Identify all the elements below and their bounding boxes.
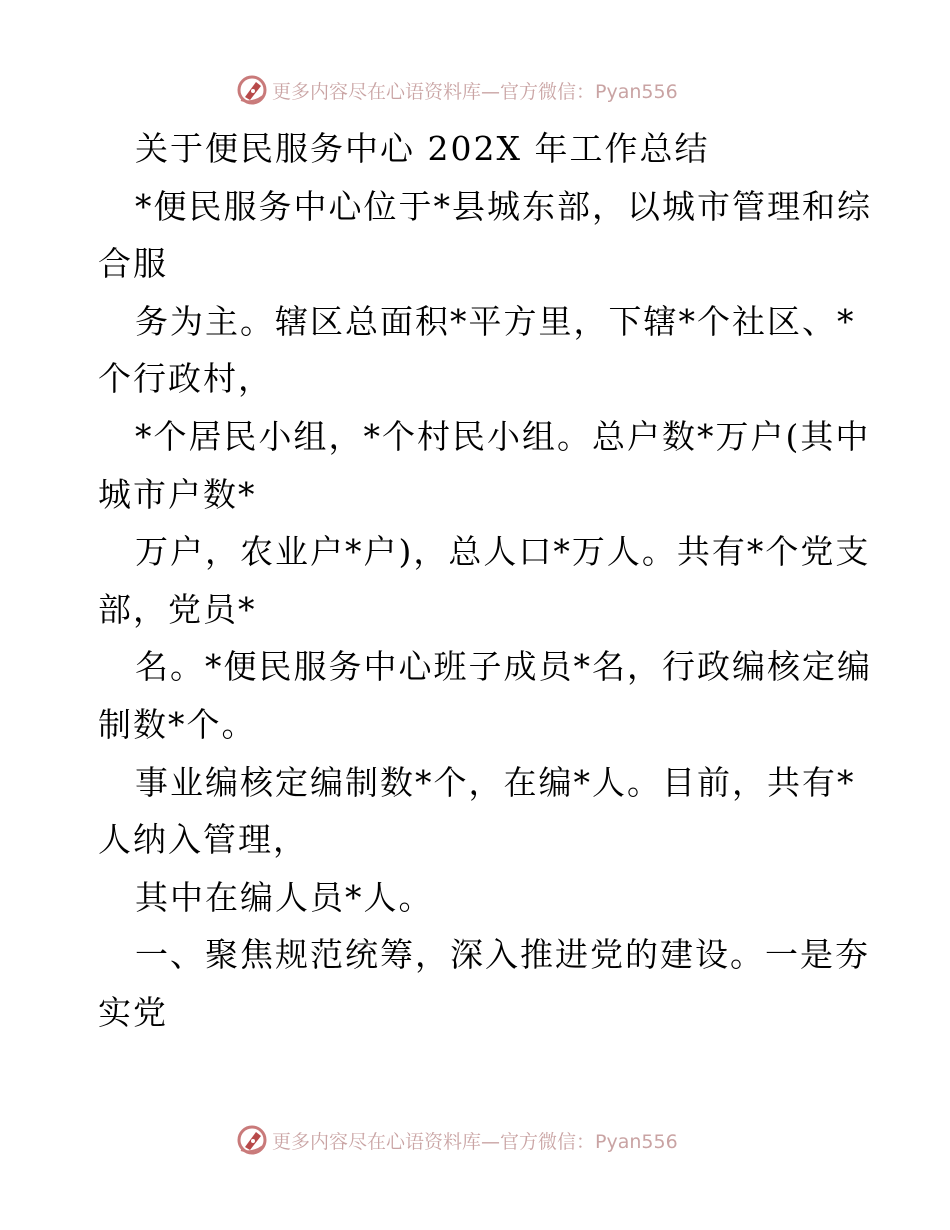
- section-heading-line: 一、聚焦规范统筹，深入推进党的建设。一是夯: [135, 935, 870, 975]
- paragraph-line: 实党: [98, 992, 168, 1032]
- paragraph-line: 务为主。辖区总面积*平方里，下辖*个社区、*: [135, 301, 856, 341]
- watermark-banner-top: [236, 73, 678, 107]
- paragraph-line: 城市户数*: [98, 474, 257, 514]
- paragraph-line: 制数*个。: [98, 704, 257, 744]
- pen-nib-seal-icon: [236, 1124, 268, 1156]
- paragraph-line: 名。*便民服务中心班子成员*名，行政编核定编: [135, 647, 872, 687]
- paragraph-line: *个居民小组，*个村民小组。总户数*万户(其中: [135, 416, 871, 456]
- paragraph-line: 部，党员*: [98, 589, 257, 629]
- document-body: [98, 120, 872, 1042]
- watermark-text: 更多内容尽在心语资料库—官方微信：Pyan556: [272, 80, 678, 103]
- paragraph-line: *便民服务中心位于*县城东部，以城市管理和综: [135, 186, 872, 226]
- watermark-banner-bottom: [236, 1123, 678, 1157]
- paragraph-line: 其中在编人员*人。: [135, 877, 434, 917]
- paragraph-line: 事业编核定编制数*个，在编*人。目前，共有*: [135, 762, 856, 802]
- pen-nib-seal-icon: [236, 74, 268, 106]
- paragraph-line: 合服: [98, 244, 168, 284]
- document-title: 关于便民服务中心 202X 年工作总结: [135, 129, 710, 168]
- paragraph-line: 个行政村，: [98, 359, 273, 399]
- watermark-text: 更多内容尽在心语资料库—官方微信：Pyan556: [272, 1130, 678, 1153]
- paragraph-line: 人纳入管理，: [98, 820, 308, 860]
- paragraph-line: 万户，农业户*户)，总人口*万人。共有*个党支: [135, 532, 871, 572]
